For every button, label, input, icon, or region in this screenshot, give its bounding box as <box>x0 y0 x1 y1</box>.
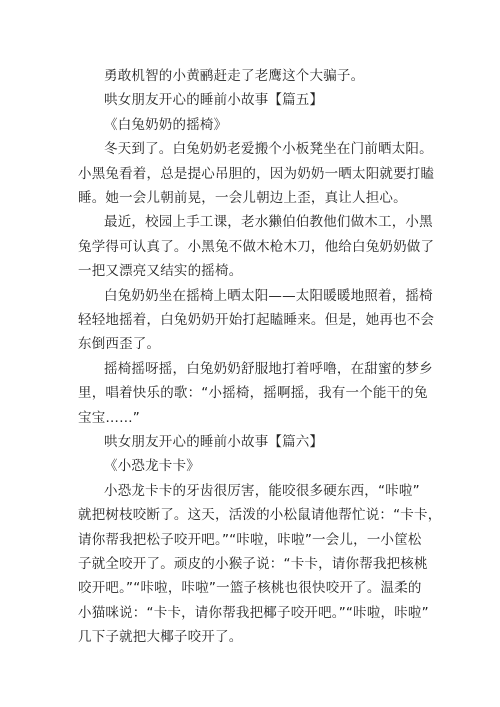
text-line: 睡。她一会儿朝前晃，一会儿朝边上歪，真让人担心。 <box>78 190 407 206</box>
text-line: 《白兔奶奶的摇椅》 <box>104 116 228 133</box>
text-line: 子就全咬开了。顽皮的小猴子说：“卡卡，请你帮我把核桃 <box>78 556 428 572</box>
text-line: 一把又漂亮又结实的摇椅。 <box>78 263 243 280</box>
text-line: 里，唱着快乐的歌：“小摇椅，摇啊摇，我有一个能干的兔 <box>78 385 428 402</box>
text-line: 小黑兔看着，总是提心吊胆的，因为奶奶一晒太阳就要打瞌 <box>78 165 435 182</box>
text-line: 请你帮我把松子咬开吧。”“咔啦，咔啦”一会儿，一小筐松 <box>78 531 422 548</box>
text-line: 就把树枝咬断了。这天，活泼的小松鼠请他帮忙说：“卡卡， <box>78 507 442 524</box>
text-line: 小猫咪说：“卡卡，请你帮我把椰子咬开吧。”“咔啦，咔啦” <box>78 604 429 621</box>
text-line: 轻轻地摇着，白兔奶奶开始打起瞌睡来。但是，她再也不会 <box>78 312 435 328</box>
text-line: 小恐龙卡卡的牙齿很厉害，能咬很多硬东西，“咔啦” <box>104 482 420 499</box>
text-line: 《小恐龙卡卡》 <box>104 458 200 475</box>
text-line: 冬天到了。白兔奶奶老爱搬个小板凳坐在门前晒太阳。 <box>104 141 433 158</box>
text-line: 摇椅摇呀摇，白兔奶奶舒服地打着呼噜，在甜蜜的梦乡 <box>104 360 433 377</box>
text-line: 几下子就把大椰子咬开了。 <box>78 629 243 646</box>
text-line: 哄女朋友开心的睡前小故事【篇六】 <box>104 434 324 450</box>
text-line: 哄女朋友开心的睡前小故事【篇五】 <box>104 92 324 109</box>
text-line: 白兔奶奶坐在摇椅上晒太阳——太阳暖暖地照着，摇椅 <box>104 287 433 304</box>
text-line: 咬开吧。”“咔啦，咔啦”一篮子核桃也很快咬开了。温柔的 <box>78 580 422 597</box>
text-line: 东倒西歪了。 <box>78 336 161 353</box>
text-line: 宝宝……” <box>78 409 140 426</box>
text-line: 兔学得可认真了。小黑兔不做木枪木刀，他给白兔奶奶做了 <box>78 238 435 255</box>
text-line: 最近，校园上手工课，老水獭伯伯教他们做木工，小黑 <box>104 214 433 231</box>
text-line: 勇敢机智的小黄鹂赶走了老鹰这个大骗子。 <box>104 68 365 84</box>
